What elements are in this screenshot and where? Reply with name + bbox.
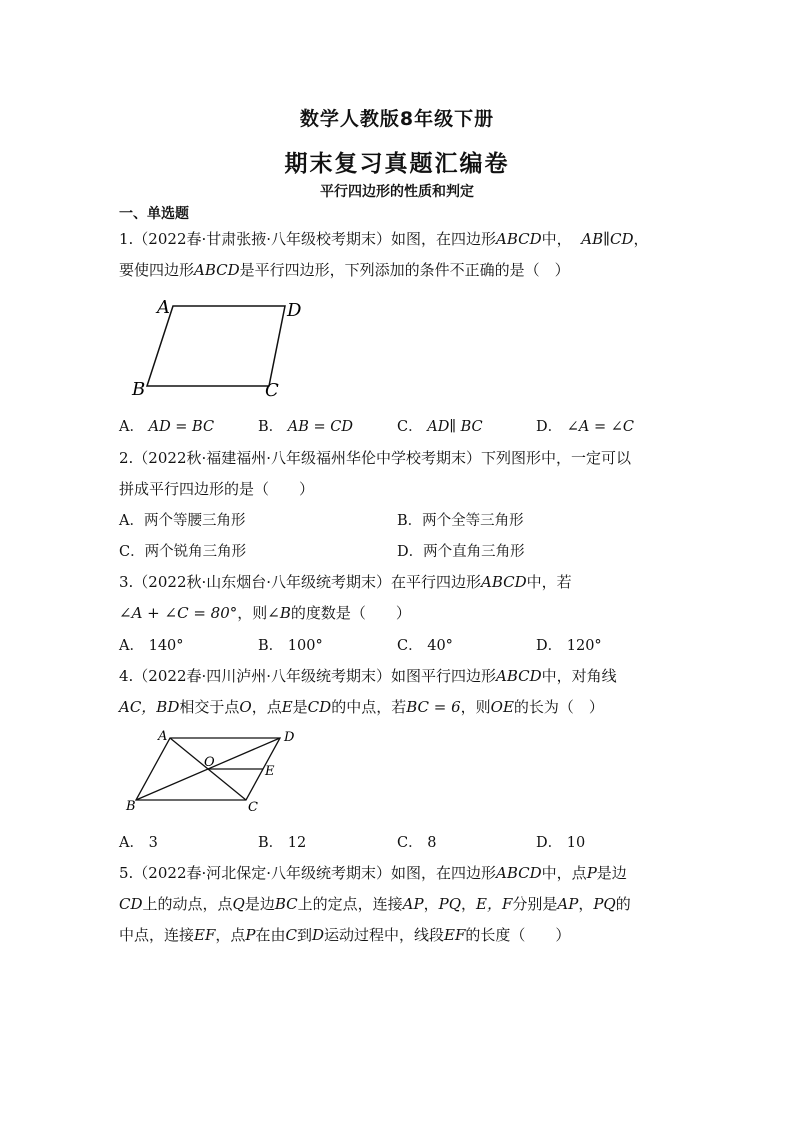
- q3-option-a[interactable]: A． 140°: [119, 638, 184, 654]
- q4-label-o: O: [204, 755, 215, 770]
- q1-line1: 1.（2022春·甘肃张掖·八年级校考期末）如图，在四边形ABCD中， AB∥CD，: [119, 230, 649, 248]
- section-title: 一、单选题: [119, 206, 189, 222]
- q4-label-d: D: [284, 730, 295, 745]
- q4-label-e: E: [265, 764, 275, 779]
- q1-label-a: A: [157, 297, 170, 318]
- q1-label-d: D: [287, 300, 302, 321]
- q1-option-b[interactable]: B． AB = CD: [258, 419, 353, 435]
- q4-option-a[interactable]: A． 3: [119, 835, 158, 851]
- q4-line1: 4.（2022春·四川泸州·八年级统考期末）如图平行四边形ABCD中，对角线: [119, 667, 617, 685]
- q4-label-a: A: [158, 729, 168, 744]
- q1-figure: [125, 292, 315, 400]
- q1-option-c[interactable]: C． AD∥ BC: [397, 419, 483, 435]
- q3-option-c[interactable]: C． 40°: [397, 638, 453, 654]
- doc-title: 期末复习真题汇编卷: [284, 151, 510, 177]
- q4-figure: [122, 726, 295, 818]
- q1-option-a[interactable]: A． AD = BC: [119, 419, 215, 435]
- q4-line2: AC，BD相交于点O，点E是CD的中点，若BC = 6，则OE的长为（ ）: [119, 698, 604, 716]
- q4-label-b: B: [126, 799, 136, 814]
- q2-line1: 2.（2022秋·福建福州·八年级福州华伦中学校考期末）下列图形中，一定可以: [119, 449, 632, 467]
- q2-option-c[interactable]: C．两个锐角三角形: [119, 544, 247, 560]
- q3-option-b[interactable]: B． 100°: [258, 638, 323, 654]
- q3-line1: 3.（2022秋·山东烟台·八年级统考期末）在平行四边形ABCD中，若: [119, 573, 572, 591]
- q5-line3: 中点，连接EF，点P在由C到D运动过程中，线段EF的长度（ ）: [119, 926, 571, 944]
- q2-line2: 拼成平行四边形的是（ ）: [119, 480, 315, 498]
- doc-topic: 平行四边形的性质和判定: [320, 184, 474, 200]
- q4-option-b[interactable]: B． 12: [258, 835, 307, 851]
- q2-option-b[interactable]: B．两个全等三角形: [397, 513, 524, 529]
- q5-line1: 5.（2022春·河北保定·八年级统考期末）如图，在四边形ABCD中，点P是边: [119, 864, 627, 882]
- q1-label-b: B: [132, 379, 146, 400]
- q3-line2: ∠A + ∠C = 80°，则∠B的度数是（ ）: [119, 604, 411, 622]
- q1-option-d[interactable]: D． ∠A = ∠C: [536, 419, 634, 435]
- doc-subtitle: 数学人教版8年级下册: [299, 108, 495, 130]
- q1-label-c: C: [265, 380, 279, 401]
- q3-option-d[interactable]: D． 120°: [536, 638, 602, 654]
- q2-option-d[interactable]: D．两个直角三角形: [397, 544, 525, 560]
- q4-label-c: C: [248, 800, 258, 815]
- q1-line2: 要使四边形ABCD是平行四边形，下列添加的条件不正确的是（ ）: [119, 261, 570, 279]
- q4-option-d[interactable]: D． 10: [536, 835, 586, 851]
- q1-parallelogram: [147, 306, 285, 386]
- q2-option-a[interactable]: A．两个等腰三角形: [119, 513, 246, 529]
- q4-option-c[interactable]: C． 8: [397, 835, 437, 851]
- q5-line2: CD上的动点，点Q是边BC上的定点，连接AP，PQ，E，F分别是AP，PQ的: [119, 895, 631, 913]
